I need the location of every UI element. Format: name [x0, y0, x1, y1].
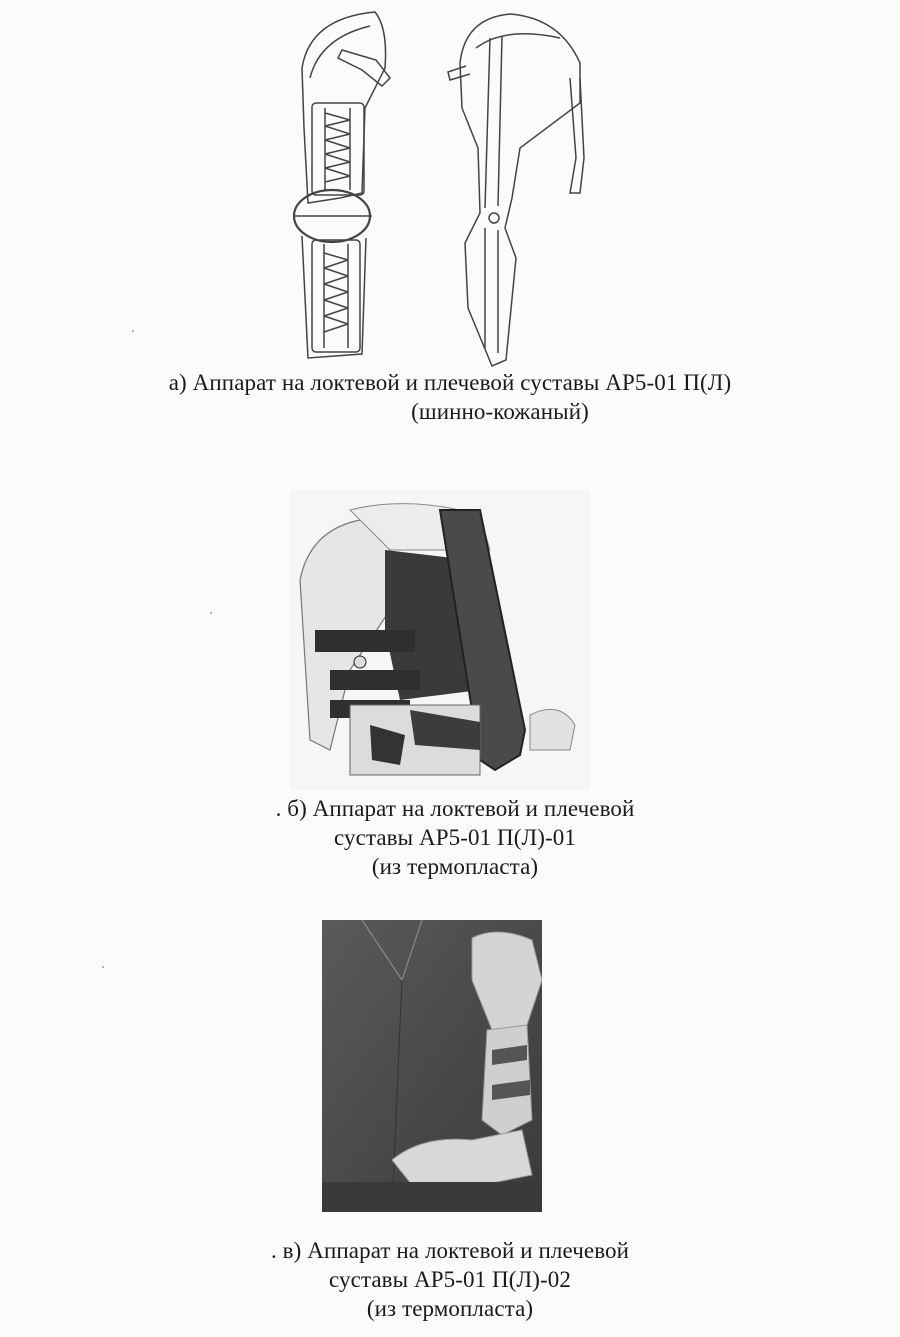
figure-c-caption-line-3: (из термопласта)	[366, 1296, 534, 1321]
figure-a-drawing	[280, 8, 610, 368]
figure-b-caption-line-2: суставы АР5-01 П(Л)-01	[334, 825, 576, 850]
figure-a-caption-line-2: (шинно-кожаный)	[411, 399, 589, 424]
figure-a-caption	[0, 368, 900, 426]
figure-b-caption	[0, 794, 900, 881]
figure-b-caption-line-1: . б) Аппарат на локтевой и плечевой	[275, 796, 635, 821]
figure-b-caption-line-3: (из термопласта)	[371, 854, 539, 879]
scan-speck	[132, 330, 134, 332]
figure-b-photo	[290, 490, 590, 790]
scan-speck	[102, 966, 104, 968]
figure-c-caption-line-2: суставы АР5-01 П(Л)-02	[329, 1267, 571, 1292]
figure-c-caption-line-1: . в) Аппарат на локтевой и плечевой	[270, 1238, 630, 1263]
figure-a-caption-line-1: а) Аппарат на локтевой и плечевой суставы АР5-01 П(Л)	[168, 370, 732, 395]
figure-c-photo	[322, 920, 542, 1212]
figure-c-caption	[0, 1236, 900, 1323]
scan-speck	[210, 612, 212, 614]
